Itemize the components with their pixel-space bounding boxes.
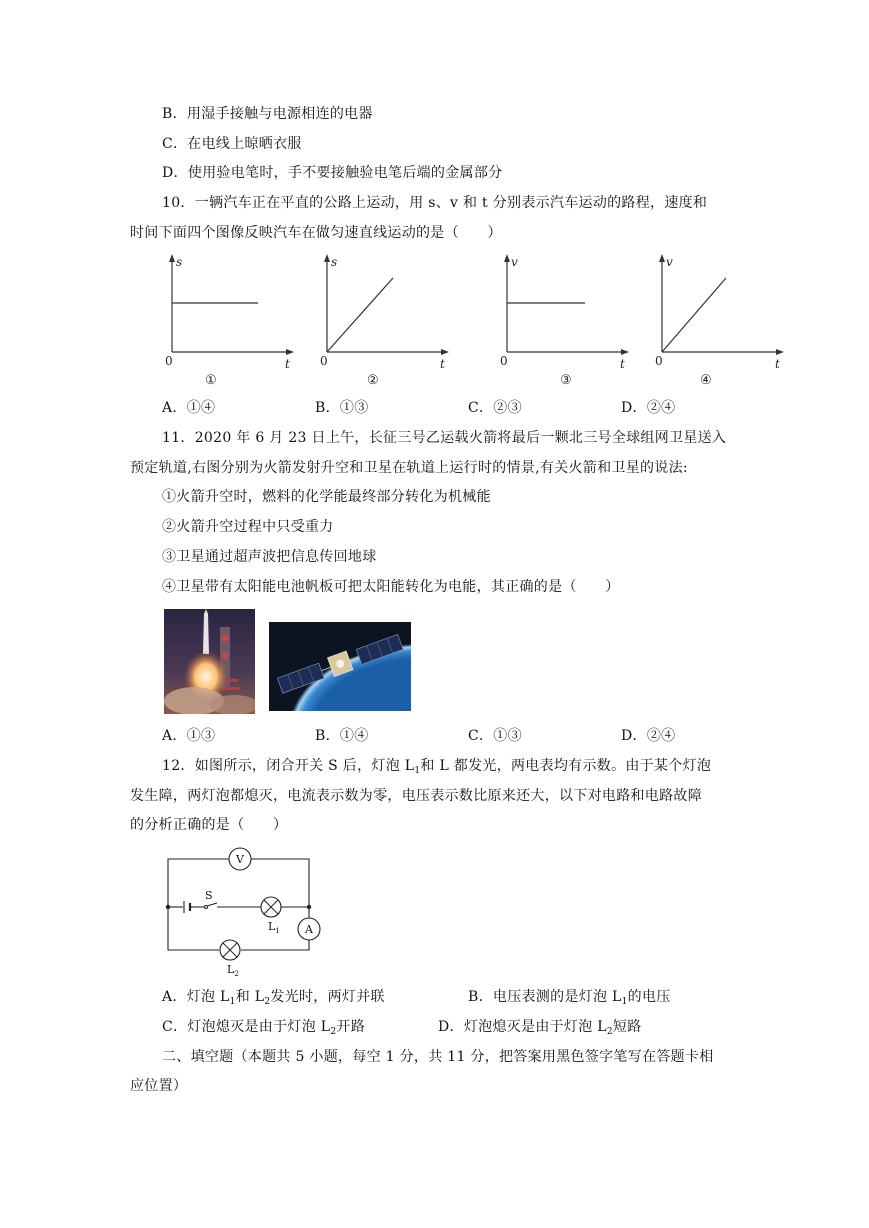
- q10-stem-line2: 时间下面四个图像反映汽车在做匀速直线运动的是（ ）: [130, 225, 502, 241]
- q11-statement-4: ④卫星带有太阳能电池帆板可把太阳能转化为电能，其正确的是（ ）: [162, 579, 620, 595]
- graph-4: [645, 252, 790, 392]
- q10-option-d: D．②④: [621, 400, 676, 416]
- q11-option-b: B．①④: [315, 728, 369, 744]
- q10-option-a: A．①④: [162, 400, 216, 416]
- satellite-photo: [269, 622, 411, 711]
- ammeter-label: A: [305, 923, 313, 936]
- graph-1: [155, 252, 300, 392]
- rocket-launch-photo: [164, 609, 255, 714]
- lamp1-label: $L_1$: [268, 920, 280, 935]
- q10-option-c: C．②③: [468, 400, 522, 416]
- graph-2: [310, 252, 455, 392]
- q12-stem-line2: 发生障，两灯泡都熄灭，电流表示数为零，电压表示数比原来还大，以下对电路和电路故障: [130, 788, 702, 804]
- q12-option-d: D．灯泡熄灭是由于灯泡 $L_2$短路: [438, 1019, 642, 1037]
- graph-4-xlabel: t: [775, 357, 780, 371]
- graph-1-origin: 0: [165, 354, 173, 368]
- q12-option-c: C．灯泡熄灭是由于灯泡 $L_2$开路: [162, 1019, 365, 1037]
- q11-statement-3: ③卫星通过超声波把信息传回地球: [162, 549, 377, 565]
- graph-3-ylabel: v: [511, 255, 518, 269]
- section2-heading-line2: 应位置）: [130, 1078, 188, 1094]
- graph-2-xlabel: t: [440, 357, 445, 371]
- graph-1-ylabel: s: [176, 255, 183, 269]
- switch-label: S: [205, 889, 213, 902]
- graph-3-xlabel: t: [620, 357, 625, 371]
- q12-stem-line1: 12．如图所示，闭合开关 S 后，灯泡 $L_1$和 L 都发光，两电表均有示数。由于某个灯泡: [162, 758, 712, 776]
- q12-option-b: B．电压表测的是灯泡 $L_1$的电压: [468, 989, 671, 1007]
- q11-statement-1: ①火箭升空时，燃料的化学能最终部分转化为机械能: [162, 489, 491, 505]
- graph-4-tag: ④: [700, 373, 712, 388]
- q11-option-a: A．①③: [162, 728, 216, 744]
- graph-3-tag: ③: [560, 373, 572, 388]
- graph-3: [490, 252, 635, 392]
- lamp2-label: $L_2$: [227, 963, 239, 978]
- graph-2-origin: 0: [320, 354, 328, 368]
- graph-2-tag: ②: [367, 373, 379, 388]
- voltmeter-label: V: [236, 853, 244, 866]
- q11-stem-line1: 11．2020 年 6 月 23 日上午，长征三号乙运载火箭将最后一颗北三号全球组网卫星送入: [162, 430, 727, 446]
- q9-option-b: B．用湿手接触与电源相连的电器: [162, 106, 373, 122]
- q11-stem-line2: 预定轨道,右图分别为火箭发射升空和卫星在轨道上运行时的情景,有关火箭和卫星的说法:: [130, 460, 688, 476]
- graph-4-ylabel: v: [666, 255, 673, 269]
- q9-option-c: C．在电线上晾晒衣服: [162, 136, 302, 152]
- q11-option-d: D．②④: [621, 728, 676, 744]
- graph-1-xlabel: t: [285, 357, 290, 371]
- section2-heading-line1: 二、填空题（本题共 5 小题，每空 1 分，共 11 分，把答案用黑色签字笔写在答题卡相: [162, 1049, 714, 1065]
- q11-option-c: C．①③: [468, 728, 522, 744]
- circuit-diagram: [155, 844, 335, 979]
- graph-3-origin: 0: [500, 354, 508, 368]
- q10-stem-line1: 10．一辆汽车正在平直的公路上运动，用 s、v 和 t 分别表示汽车运动的路程，速度和: [162, 195, 708, 211]
- q12-stem-line3: 的分析正确的是（ ）: [130, 817, 288, 833]
- graph-1-tag: ①: [205, 373, 217, 388]
- graph-2-ylabel: s: [331, 255, 338, 269]
- q12-option-a: A．灯泡 $L_1$和 $L_2$发光时，两灯并联: [162, 989, 385, 1007]
- graph-4-origin: 0: [655, 354, 663, 368]
- q9-option-d: D．使用验电笔时，手不要接触验电笔后端的金属部分: [162, 165, 503, 181]
- q10-option-b: B．①③: [315, 400, 369, 416]
- q11-statement-2: ②火箭升空过程中只受重力: [162, 519, 334, 535]
